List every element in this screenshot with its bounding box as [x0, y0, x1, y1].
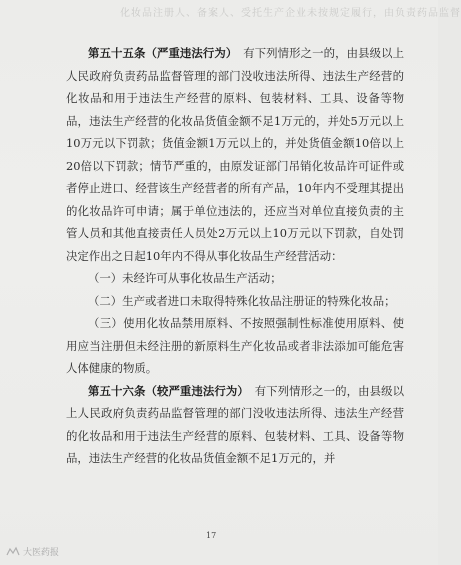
article-55-heading: 第五十五条（严重违法行为）: [88, 46, 232, 60]
article-56-heading: 第五十六条（较严重违法行为）: [88, 383, 244, 398]
article-55-item-3: （三）使用化妆品禁用原料、不按照强制性标准使用原料、使用应当注册但未经注册的新原料生产化妆品或者非法添加可能危害人体健康的物质。: [66, 316, 404, 375]
watermark: [6, 545, 59, 558]
article-56-body: 有下列情形之一的，由县级以上人民政府负责药品监督管理的部门没收违法所得、违法生产经营的化妆品和用于违法生产经营的原料、包装材料、工具、设备等物品，违法生产经营的化妆品货值金额不足1万元的，并: [66, 383, 404, 465]
bleed-through-text: 化妆品注册人、备案人、受托生产企业未按规定履行，由负责药品监督: [120, 8, 461, 19]
article-55-item-1: （一）未经许可从事化妆品生产活动；: [88, 271, 282, 285]
watermark-text: 大医药报: [23, 548, 60, 558]
article-55-paragraph: [66, 42, 404, 267]
article-55-body: 有下列情形之一的，由县级以上人民政府负责药品监督管理的部门没收违法所得、违法生产经营的化妆品和用于违法生产经营的原料、包装材料、工具、设备等物品，违法生产经营的化妆品货值金额不足1万元的，并处5万元以上10万元以下罚款；货值金额1万元以上的，并处货值金额10倍以上20倍以下罚款；情节严重的，由原发证部门吊销化妆品许可证件或者停止进口、经营该生产经营者的所有产品，10年内不受理其提出的化妆品许可申请；属于单位违法的，还应当对单位直接负责的主管人员和其他直接责任人员处2万元以上10万元以下罚款，自处罚决定作出之日起10年内不得从事化妆品生产经营活动：: [66, 46, 404, 263]
page-number: 17: [206, 531, 217, 540]
article-56-paragraph: [66, 380, 404, 470]
watermark-logo-icon: [6, 547, 20, 557]
article-55-item-2: （二）生产或者进口未取得特殊化妆品注册证的特殊化妆品；: [88, 293, 396, 308]
document-content: [66, 42, 404, 470]
